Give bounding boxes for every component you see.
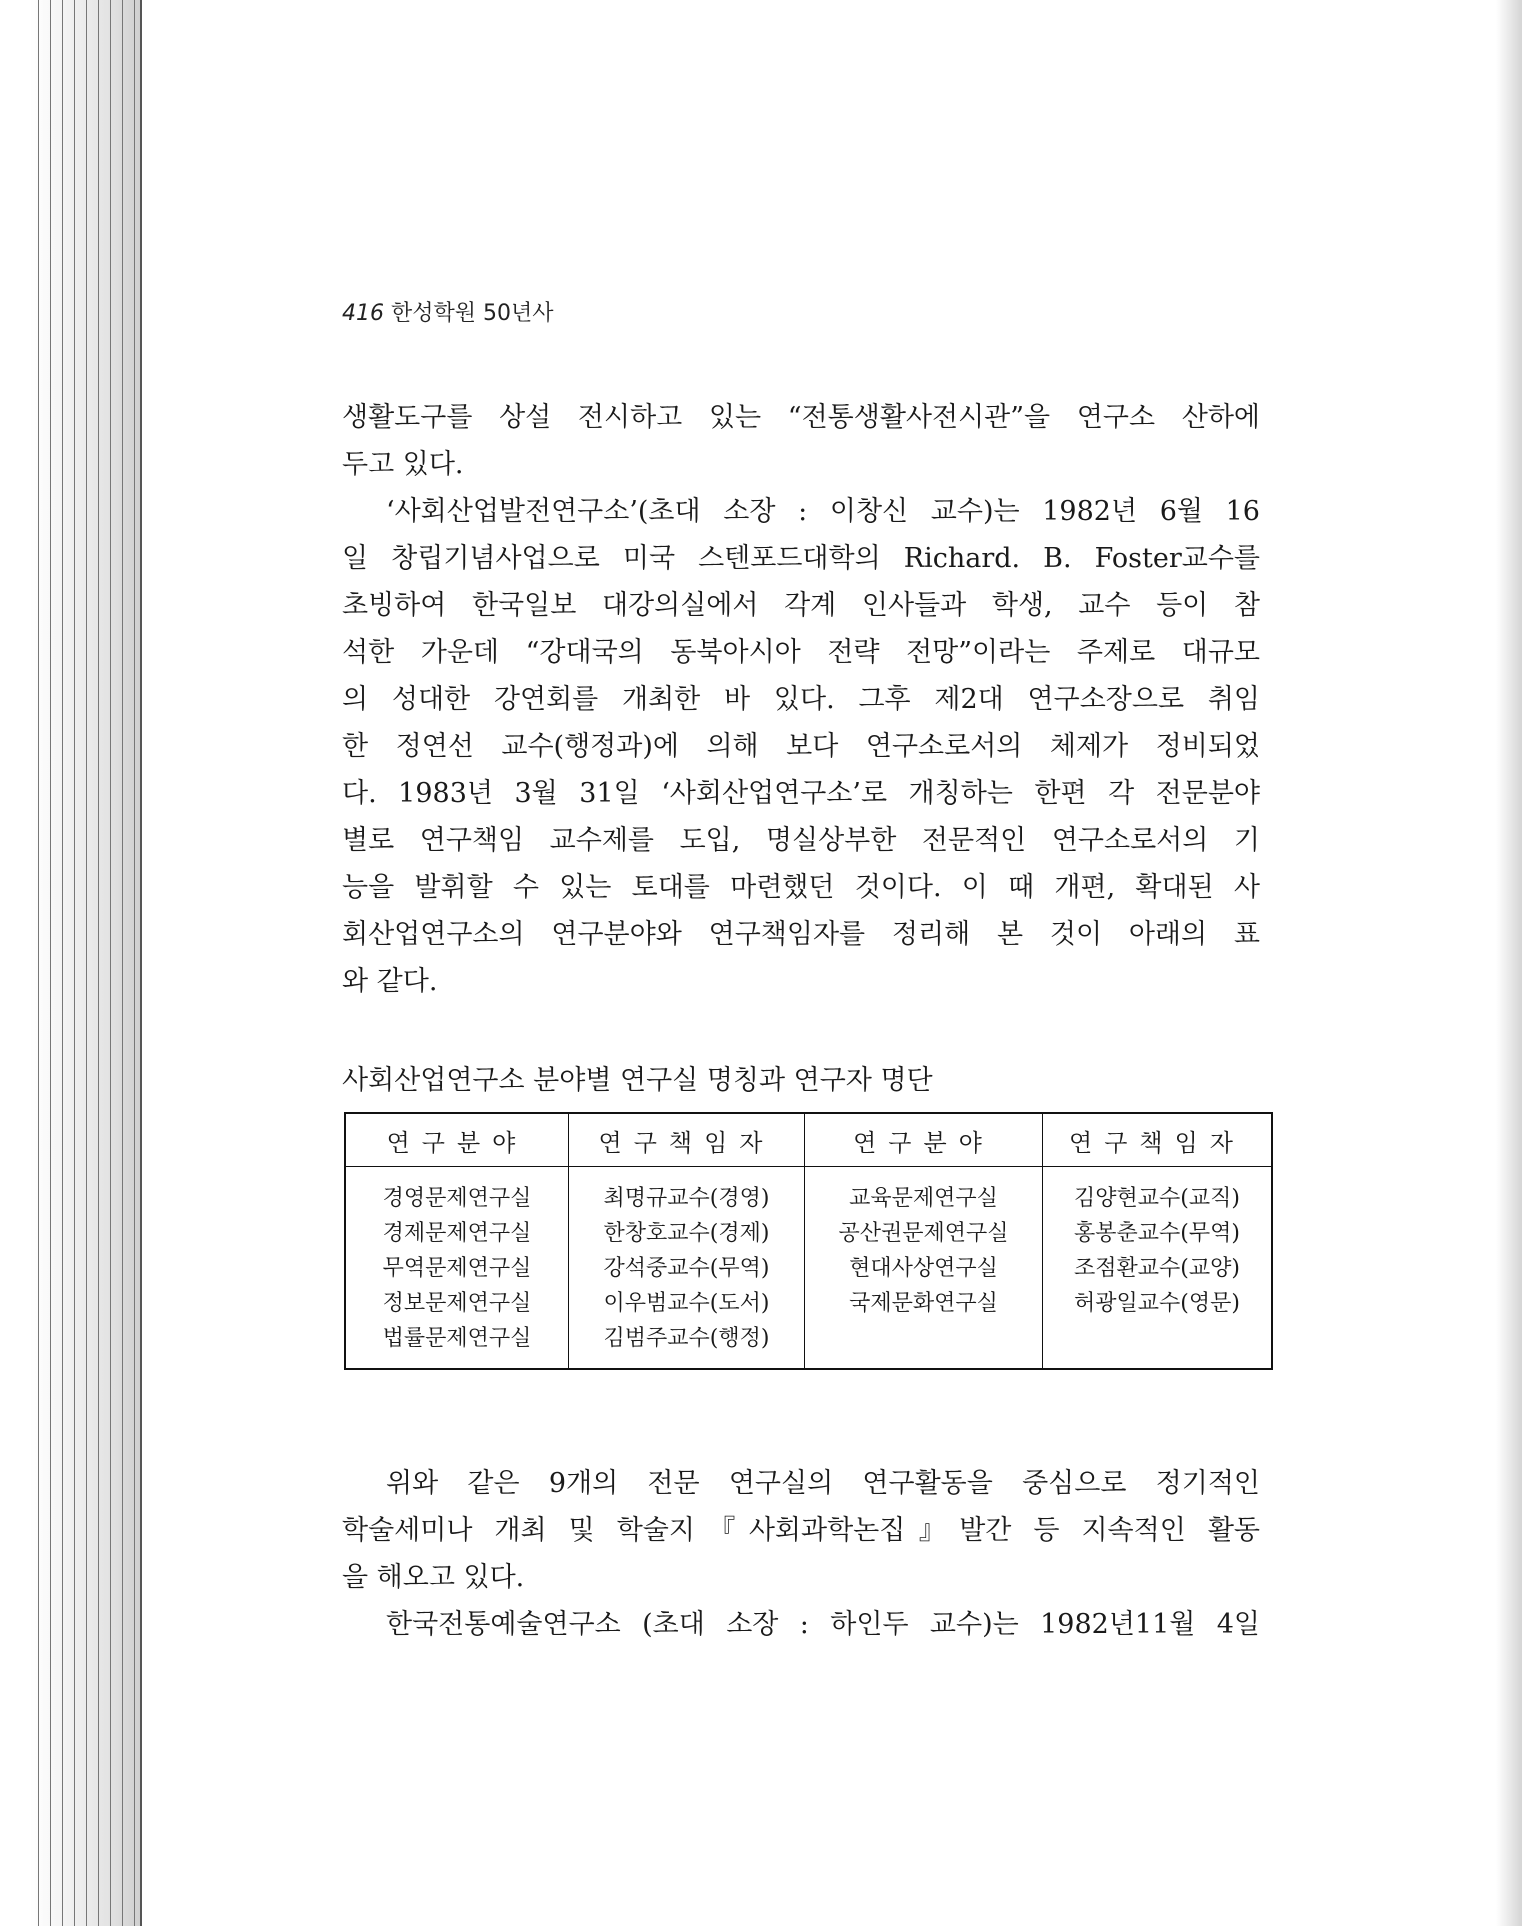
text-line: 능을 발휘할 수 있는 토대를 마련했던 것이다. 이 때 개편, 확대된 사 — [342, 872, 1260, 903]
book-page-edges — [30, 0, 142, 1926]
table-cell: 홍봉춘교수(무역) — [1074, 1221, 1240, 1246]
research-table — [344, 1112, 1273, 1370]
table-cell: 현대사상연구실 — [849, 1256, 998, 1281]
table-body-row — [345, 1167, 1272, 1370]
table-cell: 공산권문제연구실 — [838, 1221, 1009, 1246]
text-line: 한 정연선 교수(행정과)에 의해 보다 연구소로서의 체제가 정비되었 — [342, 731, 1260, 762]
text-line: 학술세미나 개최 및 학술지『사회과학논집』발간 등 지속적인 활동 — [342, 1515, 1260, 1546]
table-cell: 최명규교수(경영) — [603, 1186, 770, 1211]
book-title: 한성학원 50년사 — [391, 301, 554, 326]
page-shadow — [1496, 0, 1522, 1926]
table-cell: 경영문제연구실 — [382, 1186, 532, 1211]
text-line: 별로 연구책임 교수제를 도입, 명실상부한 전문적인 연구소로서의 기 — [342, 825, 1260, 856]
table-caption: 사회산업연구소 분야별 연구실 명칭과 연구자 명단 — [342, 1065, 933, 1096]
table-cell: 법률문제연구실 — [382, 1326, 532, 1351]
column-leads-right — [1043, 1167, 1273, 1370]
table-cell: 조점환교수(교양) — [1074, 1256, 1240, 1281]
header-lead: 연구책임자 — [1043, 1113, 1273, 1167]
text-line: 을 해오고 있다. — [342, 1562, 525, 1593]
text-line: 한국전통예술연구소 (초대 소장 : 하인두 교수)는 1982년11월 4일 — [386, 1609, 1260, 1640]
table-header-row — [345, 1113, 1272, 1167]
column-fields-right — [805, 1167, 1043, 1370]
table-cell: 이우범교수(도서) — [603, 1291, 770, 1316]
table-cell: 교육문제연구실 — [849, 1186, 998, 1211]
table-cell: 허광일교수(영문) — [1074, 1291, 1240, 1316]
page-number: 416 — [342, 301, 384, 326]
text-line: 의 성대한 강연회를 개최한 바 있다. 그후 제2대 연구소장으로 취임 — [342, 684, 1260, 715]
text-line: 초빙하여 한국일보 대강의실에서 각계 인사들과 학생, 교수 등이 참 — [342, 590, 1260, 621]
table-cell: 무역문제연구실 — [382, 1256, 532, 1281]
text-line: ‘사회산업발전연구소’(초대 소장 : 이창신 교수)는 1982년 6월 16 — [386, 496, 1260, 527]
table-cell: 국제문화연구실 — [849, 1291, 998, 1316]
table-cell: 한창호교수(경제) — [603, 1221, 770, 1246]
table-cell: 정보문제연구실 — [382, 1291, 532, 1316]
column-leads-left — [569, 1167, 805, 1370]
body-text-bottom — [342, 1460, 1260, 1648]
header-field: 연구분야 — [345, 1113, 569, 1167]
header-field: 연구분야 — [805, 1113, 1043, 1167]
column-fields-left — [345, 1167, 569, 1370]
text-line: 두고 있다. — [342, 449, 464, 480]
body-text-top — [342, 394, 1260, 1005]
text-line: 다. 1983년 3월 31일 ‘사회산업연구소’로 개칭하는 한편 각 전문분야 — [342, 778, 1260, 809]
table-cell: 김양현교수(교직) — [1074, 1186, 1240, 1211]
text-line: 위와 같은 9개의 전문 연구실의 연구활동을 중심으로 정기적인 — [386, 1468, 1260, 1499]
text-line: 와 같다. — [342, 966, 438, 997]
text-line: 생활도구를 상설 전시하고 있는 “전통생활사전시관”을 연구소 산하에 — [342, 402, 1260, 433]
header-lead: 연구책임자 — [569, 1113, 805, 1167]
text-line: 석한 가운데 “강대국의 동북아시아 전략 전망”이라는 주제로 대규모 — [342, 637, 1260, 668]
table-cell: 강석중교수(무역) — [603, 1256, 770, 1281]
table-cell: 경제문제연구실 — [382, 1221, 532, 1246]
table-cell: 김범주교수(행정) — [603, 1326, 770, 1351]
running-head — [342, 296, 554, 327]
text-line: 일 창립기념사업으로 미국 스텐포드대학의 Richard. B. Foster교수를 — [342, 543, 1260, 574]
text-line: 회산업연구소의 연구분야와 연구책임자를 정리해 본 것이 아래의 표 — [342, 919, 1260, 950]
